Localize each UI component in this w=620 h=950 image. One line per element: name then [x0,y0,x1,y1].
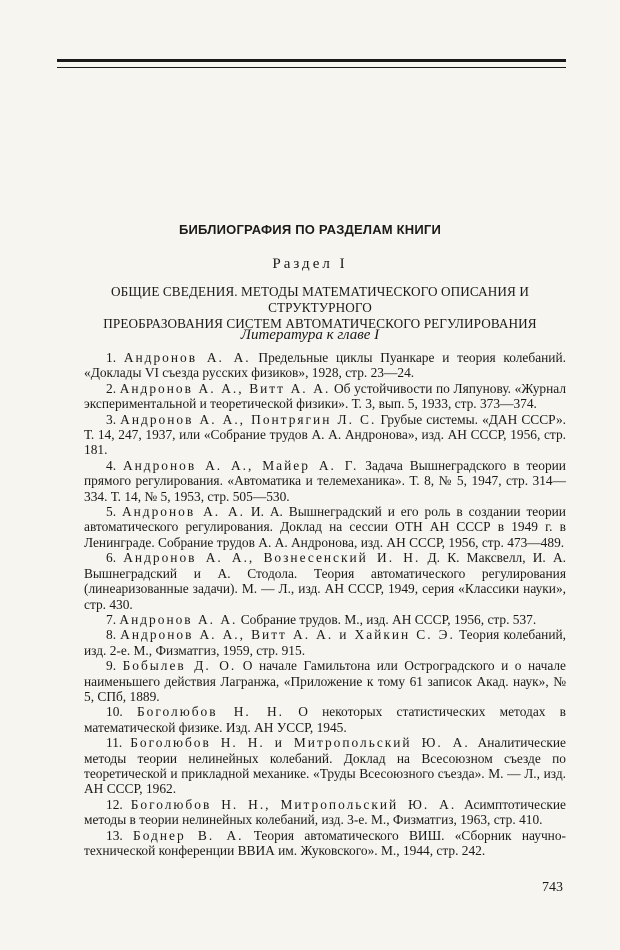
ref-author: Боднер В. А. [133,827,244,843]
reference-item [84,735,566,797]
ref-number: 12. [106,796,123,812]
ref-author: Андронов А. А., Вознесенский И. Н. [123,550,421,566]
ref-author: Андронов А. А., Майер А. Г. [122,457,359,473]
ref-author: Бобылев Д. О. [122,658,237,674]
ref-author: Боголюбов Н. Н. [136,704,285,720]
ref-text: Грубые системы. «ДАН СССР». Т. 14, 247, 1937, или «Собрание трудов А. А. Андронова», изд. АН СССР, 1956, стр. 181. [84,411,566,458]
reference-item [84,504,566,550]
reference-list [84,350,566,858]
section-label: Раздел I [272,256,348,272]
reference-item [84,612,566,627]
top-rule [57,59,566,68]
ref-number: 10. [106,704,123,720]
ref-number: 7. [106,611,117,627]
ref-text: Предельные циклы Пуанкаре и теория колебаний. «Доклады VI съезда русских физиков», 1928, стр. 23—24. [84,350,566,381]
ref-text: Асимптотические методы в теории нелинейных колебаний, изд. 3-е. М., Физматгиз, 1963, стр. 410. [84,796,566,828]
ref-author: Андронов А. А., Витт А. А. [119,380,331,396]
ref-text: Д. К. Максвелл, И. А. Вышнеградский и А. Стодола. Теория автоматического регулирования (линеаризованные задачи). М. — Л., изд. АН СССР, 1949, серия «Классики науки», стр. 430. [84,550,566,612]
ref-number: 8. [106,627,117,643]
ref-number: 9. [106,658,117,674]
ref-number: 2. [106,380,117,396]
ref-author: Андронов А. А., Понтрягин Л. С. [120,411,377,427]
ref-number: 13. [106,827,123,843]
ref-text: Собрание трудов. М., изд. АН СССР, 1956, стр. 537. [240,611,537,627]
page-title: БИБЛИОГРАФИЯ ПО РАЗДЕЛАМ КНИГИ [178,222,442,237]
reference-item [84,658,566,704]
ref-author: Боголюбов Н. Н. и Митропольский Ю. А. [130,735,470,751]
reference-item [84,704,566,735]
reference-item [84,350,566,381]
reference-item [84,627,566,658]
ref-number: 6. [106,550,117,566]
reference-item [84,458,566,504]
ref-author: Андронов А. А. [121,504,246,520]
ref-text: Об устойчивости по Ляпунову. «Журнал экспериментальной и теоретической физики». Т. 3, вып. 5, 1933, стр. 373—374. [84,380,566,412]
ref-text: Аналитические методы теории нелинейных колебаний. Доклад на Всесоюзном съезде по теоретической и прикладной механике. «Труды Всесоюзного съезда». М. — Л., изд. АН СССР, 1962. [84,735,566,797]
ref-text: Теория колебаний, изд. 2-е. М., Физматгиз, 1959, стр. 915. [84,627,567,658]
subtitle-line-2: ПРЕОБРАЗОВАНИЯ СИСТЕМ АВТОМАТИЧЕСКОГО РЕГУЛИРОВАНИЯ [103,316,537,331]
subtitle-line-1: ОБЩИЕ СВЕДЕНИЯ. МЕТОДЫ МАТЕМАТИЧЕСКОГО ОПИСАНИЯ И СТРУКТУРНОГО [111,284,529,315]
reference-item [84,412,566,458]
ref-author: Андронов А. А. [123,350,251,365]
ref-text: И. А. Вышнеградский и его роль в создании теории автоматического регулирования. Доклад на сессии ОТН АН СССР в 1949 г. в Ленинграде. Собрание трудов А. А. Андронова, изд. АН СССР, 1956, стр. 473—489. [84,504,566,550]
reference-item [84,828,566,859]
ref-number: 4. [106,457,117,473]
ref-text: Теория автоматического ВИШ. «Сборник научно-технической конференции ВВИА им. Жуковского». М., 1944, стр. 242. [84,827,567,858]
ref-author: Боголюбов Н. Н., Митропольский Ю. А. [130,796,457,812]
literature-heading: Литература к главе I [240,327,380,343]
ref-text: О начале Гамильтона или Остроградского и о начале наименьшего действия Лагранжа, «Приложение к тому 61 записок Акад. наук», № 5, СПб, 1889. [84,658,566,704]
ref-text: Задача Вышнеградского в теории прямого регулирования. «Автоматика и телемеханика». Т. 8, № 5, 1947, стр. 314—334. Т. 14, № 5, 1953, стр. 505—530. [84,457,566,504]
ref-author: Андронов А. А., Витт А. А. и Хайкин С. Э. [120,627,455,643]
ref-number: 11. [106,735,123,751]
section-subtitle [75,284,565,332]
ref-number: 5. [106,504,117,520]
reference-item [84,381,566,412]
reference-item [84,550,566,612]
ref-text: О некоторых статистических методах в математической физике. Изд. АН УССР, 1945. [84,704,566,735]
page-number: 743 [542,880,563,895]
ref-number: 3. [106,411,117,427]
reference-item [84,797,566,828]
ref-number: 1. [106,350,117,365]
ref-author: Андронов А. А. [119,611,238,627]
